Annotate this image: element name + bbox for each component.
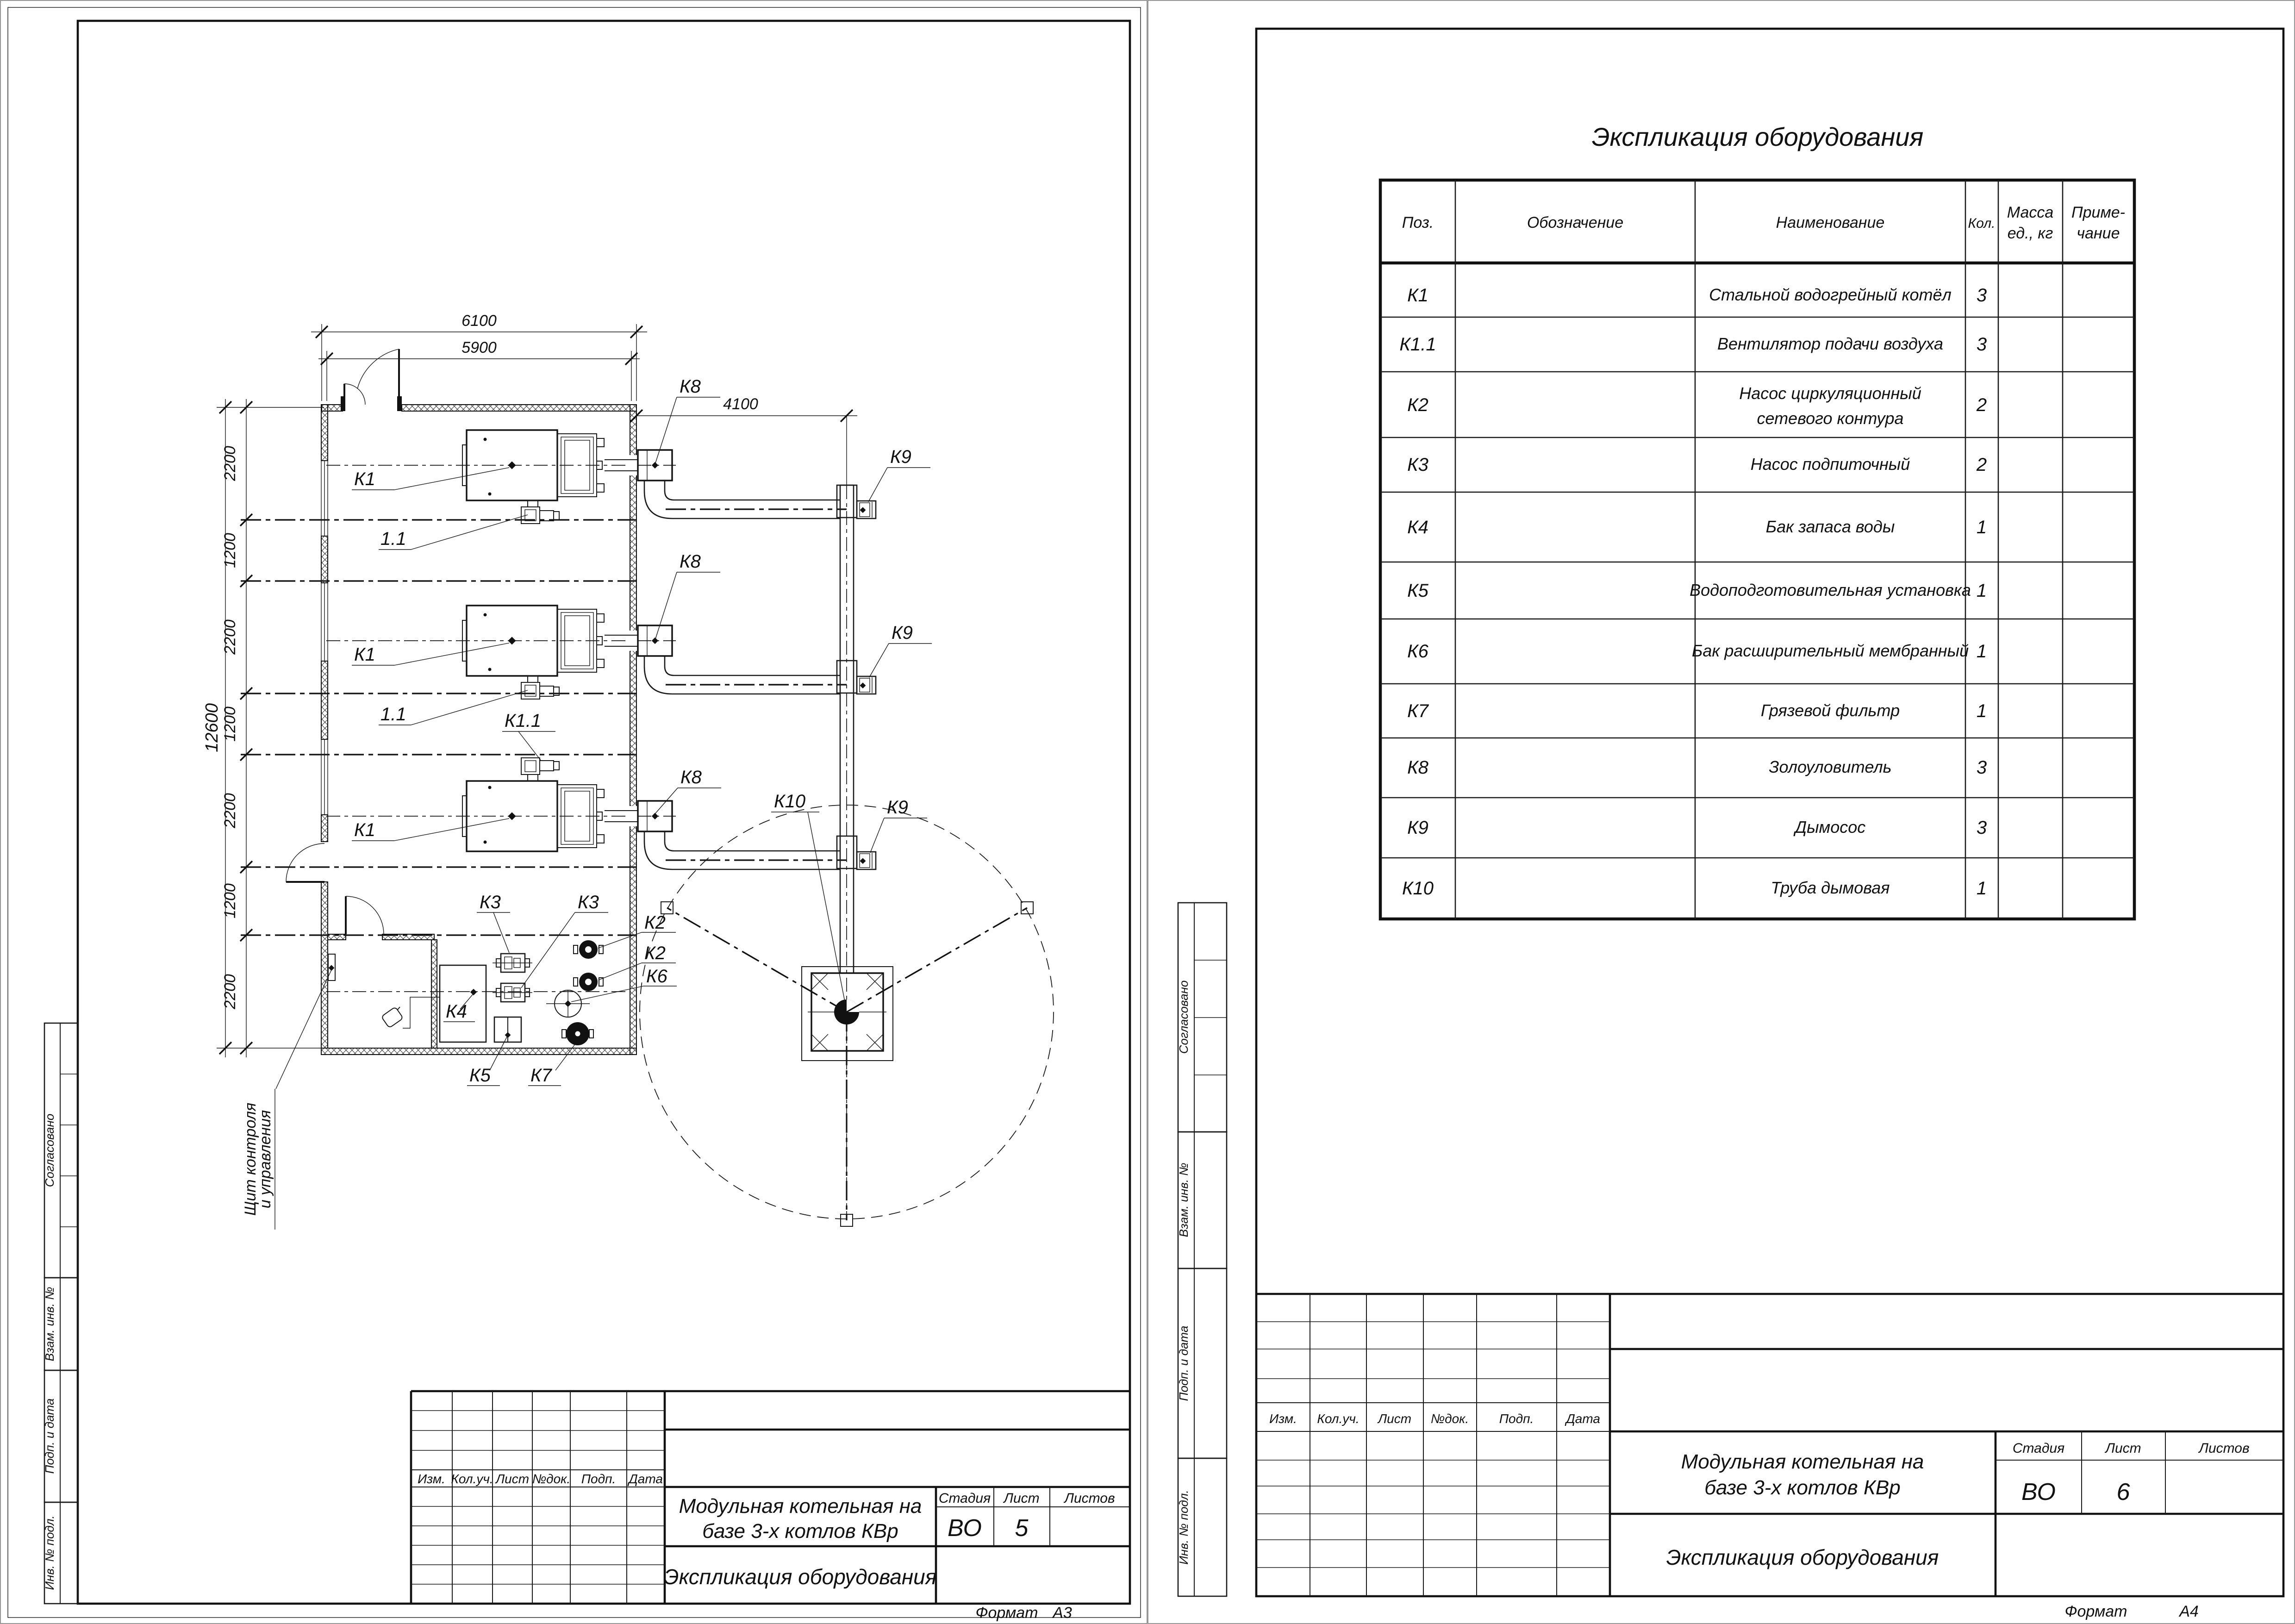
- label-k4: К4: [446, 1001, 467, 1022]
- rev-col-ndok: №док.: [532, 1472, 571, 1486]
- label-k1: К1: [354, 644, 375, 665]
- tb-project-title-2: базе 3-х котлов КВр: [1704, 1476, 1901, 1499]
- format-value: А3: [1053, 1604, 1072, 1622]
- svg-text:3: 3: [1976, 334, 1987, 355]
- rev-col-koluch: Кол.уч.: [451, 1472, 493, 1486]
- svg-text:Труба дымовая: Труба дымовая: [1771, 878, 1890, 897]
- spec-table-title: Экспликация оборудования: [1591, 122, 1924, 151]
- svg-text:К3: К3: [1407, 455, 1428, 475]
- dim-6100: 6100: [461, 312, 497, 330]
- dim-1200: 1200: [221, 883, 239, 918]
- svg-text:Вентилятор подачи воздуха: Вентилятор подачи воздуха: [1717, 334, 1944, 353]
- label-k3: К3: [480, 892, 501, 912]
- tb-project-title-1: Модульная котельная на: [1681, 1450, 1924, 1473]
- stamp-agreed: Согласовано: [43, 1113, 56, 1187]
- rev-col-izm: Изм.: [1269, 1412, 1297, 1426]
- svg-text:Бак расширительный мембранный: Бак расширительный мембранный: [1691, 641, 1969, 660]
- label-k2: К2: [644, 943, 666, 963]
- svg-text:1: 1: [1976, 641, 1987, 662]
- svg-text:К10: К10: [1402, 878, 1434, 899]
- dim-4100: 4100: [723, 395, 758, 413]
- tb-stage-value: ВО: [948, 1515, 982, 1542]
- rev-col-data: Дата: [1566, 1412, 1600, 1426]
- tb-stage-label: Стадия: [938, 1491, 991, 1506]
- label-control-panel-2: и управления: [256, 1110, 274, 1209]
- svg-text:2: 2: [1976, 395, 1987, 415]
- tb-sheets-label: Листов: [1064, 1491, 1115, 1506]
- label-k9: К9: [892, 623, 913, 643]
- svg-text:1: 1: [1976, 878, 1987, 899]
- col-header-qty: Кол.: [1968, 216, 1996, 231]
- stamp-agreed: Согласовано: [1177, 980, 1191, 1054]
- col-header-designation: Обозначение: [1527, 214, 1624, 231]
- tb-sheet-label: Лист: [2105, 1441, 2141, 1456]
- stamp-replace-inv: Взам. инв. №: [43, 1287, 56, 1362]
- format-value: А4: [2179, 1603, 2199, 1620]
- label-k8: К8: [680, 551, 701, 572]
- svg-text:Водоподготовительная установка: Водоподготовительная установка: [1690, 581, 1971, 600]
- col-header-note-2: чание: [2077, 225, 2120, 242]
- tb-sheet-label: Лист: [1004, 1491, 1040, 1506]
- svg-text:3: 3: [1976, 285, 1987, 306]
- svg-text:Насос подпиточный: Насос подпиточный: [1750, 455, 1910, 474]
- dim-2200: 2200: [221, 619, 239, 655]
- label-k1: К1: [354, 469, 375, 489]
- svg-text:сетевого контура: сетевого контура: [1757, 409, 1904, 428]
- dim-1200: 1200: [221, 706, 239, 742]
- label-control-panel-1: Щит контроля: [242, 1102, 259, 1216]
- col-header-mass-1: Масса: [2007, 204, 2054, 221]
- svg-text:Грязевой фильтр: Грязевой фильтр: [1760, 701, 1900, 720]
- svg-text:К7: К7: [1407, 701, 1428, 721]
- rev-col-koluch: Кол.уч.: [1317, 1412, 1360, 1426]
- dim-1200: 1200: [221, 533, 239, 568]
- label-k8: К8: [680, 376, 701, 397]
- stamp-sign-date: Подп. и дата: [1177, 1325, 1191, 1401]
- svg-text:3: 3: [1976, 818, 1987, 838]
- col-header-note-1: Приме-: [2071, 204, 2125, 221]
- svg-text:Стальной водогрейный котёл: Стальной водогрейный котёл: [1709, 285, 1952, 304]
- label-1-1: 1.1: [380, 704, 406, 725]
- svg-text:1: 1: [1976, 517, 1987, 537]
- svg-text:К9: К9: [1407, 818, 1428, 838]
- rev-col-izm: Изм.: [418, 1472, 445, 1486]
- tb-doc-title: Экспликация оборудования: [664, 1565, 937, 1589]
- label-k9: К9: [890, 447, 911, 467]
- svg-text:К1.1: К1.1: [1399, 334, 1436, 355]
- label-k9: К9: [887, 797, 908, 818]
- rev-col-podp: Подп.: [1499, 1412, 1534, 1426]
- svg-text:Золоуловитель: Золоуловитель: [1769, 757, 1892, 776]
- label-k10: К10: [774, 791, 806, 812]
- tb-project-title-1: Модульная котельная на: [679, 1495, 922, 1518]
- svg-text:К8: К8: [1407, 757, 1428, 778]
- label-k8: К8: [680, 767, 702, 787]
- svg-text:1: 1: [1976, 701, 1987, 721]
- label-1-1: 1.1: [380, 529, 406, 549]
- label-k7: К7: [530, 1065, 552, 1086]
- sheet-edge: [1148, 0, 2295, 1624]
- rev-col-data: Дата: [629, 1472, 663, 1486]
- col-header-mass-2: ед., кг: [2007, 225, 2053, 242]
- rev-col-ndok: №док.: [1430, 1412, 1469, 1426]
- svg-text:К4: К4: [1407, 517, 1428, 537]
- svg-text:3: 3: [1976, 757, 1987, 778]
- svg-text:Бак запаса воды: Бак запаса воды: [1765, 517, 1895, 536]
- rev-col-list: Лист: [495, 1472, 530, 1486]
- tb-stage-label: Стадия: [2012, 1441, 2065, 1456]
- label-k1-1: К1.1: [505, 711, 542, 731]
- col-header-pos: Поз.: [1402, 214, 1434, 231]
- dim-5900: 5900: [461, 339, 497, 356]
- dim-2200: 2200: [221, 793, 239, 828]
- tb-doc-title: Экспликация оборудования: [1666, 1545, 1939, 1569]
- sheet-a4-spec: [1148, 0, 2295, 1624]
- label-k6: К6: [646, 966, 667, 987]
- dim-12600: 12600: [202, 703, 222, 752]
- tb-stage-value: ВО: [2021, 1479, 2056, 1505]
- stamp-sign-date: Подп. и дата: [43, 1398, 56, 1474]
- label-k3: К3: [578, 892, 599, 912]
- svg-text:1: 1: [1976, 581, 1987, 601]
- svg-text:2: 2: [1976, 455, 1987, 475]
- rev-col-podp: Подп.: [581, 1472, 616, 1486]
- format-label: Формат: [975, 1604, 1038, 1622]
- format-label: Формат: [2064, 1603, 2127, 1620]
- tb-sheets-label: Листов: [2199, 1441, 2250, 1456]
- label-k1: К1: [354, 820, 375, 840]
- svg-text:К5: К5: [1407, 581, 1428, 601]
- dim-2200: 2200: [221, 446, 239, 481]
- rev-col-list: Лист: [1378, 1412, 1412, 1426]
- svg-text:Насос циркуляционный: Насос циркуляционный: [1739, 384, 1921, 403]
- tb-sheet-number: 5: [1015, 1515, 1029, 1542]
- col-header-name: Наименование: [1776, 214, 1885, 231]
- stamp-inv-orig: Инв. № подл.: [43, 1515, 56, 1590]
- sheet-edge: [0, 0, 1147, 1624]
- tb-project-title-2: базе 3-х котлов КВр: [702, 1520, 898, 1543]
- tb-sheet-number: 6: [2116, 1479, 2130, 1505]
- svg-text:К1: К1: [1407, 285, 1428, 306]
- svg-text:Дымосос: Дымосос: [1795, 818, 1866, 837]
- stamp-inv-orig: Инв. № подл.: [1177, 1490, 1191, 1565]
- svg-text:К6: К6: [1407, 641, 1428, 662]
- label-k2: К2: [644, 912, 666, 933]
- stamp-replace-inv: Взам. инв. №: [1177, 1162, 1191, 1237]
- dim-2200: 2200: [221, 974, 239, 1009]
- svg-text:К2: К2: [1407, 395, 1428, 415]
- label-k5: К5: [469, 1065, 491, 1086]
